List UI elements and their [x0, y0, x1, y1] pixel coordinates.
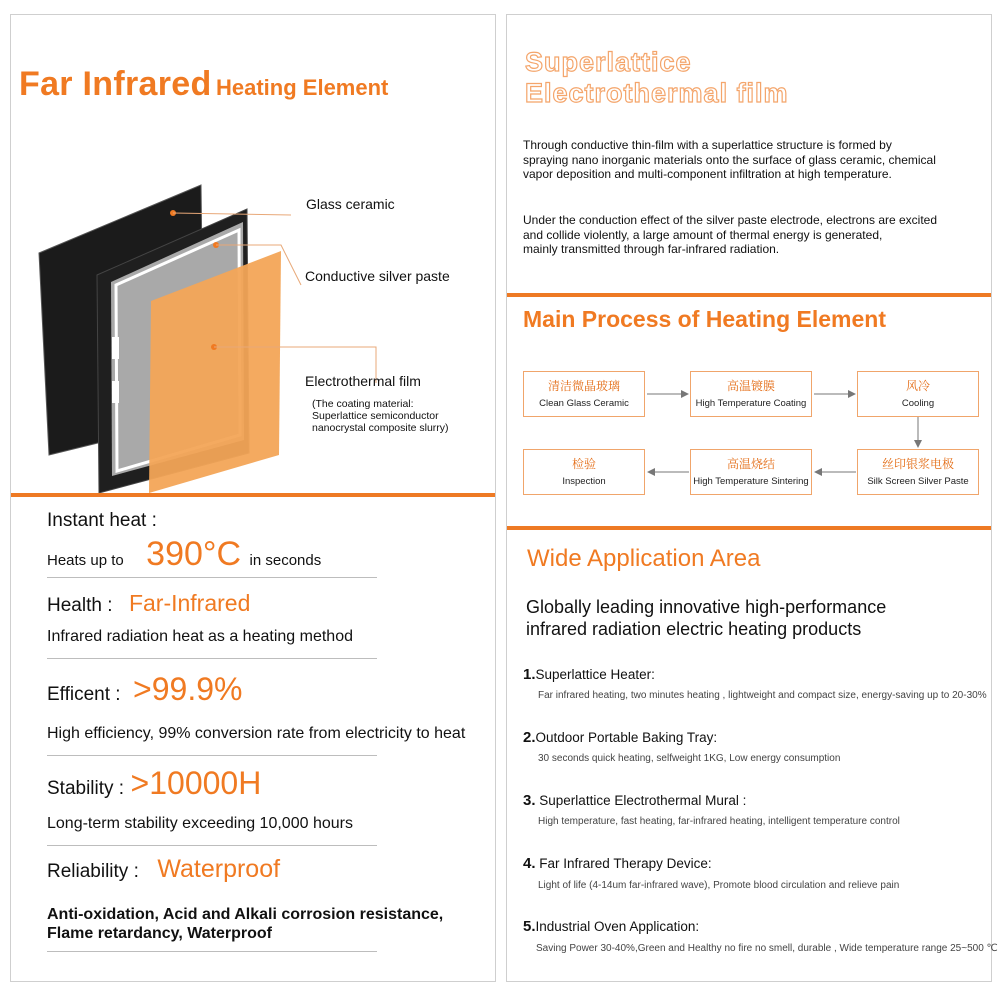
reliability-row: Reliability : Waterproof [47, 855, 281, 883]
left-panel [10, 14, 496, 982]
process-step-6: 检验 Inspection [523, 449, 645, 495]
app-item-5-text: Saving Power 30-40%,Green and Healthy no fire no smell, durable , Wide temperature range 25~500 ℃ [536, 943, 998, 954]
label-electrothermal-film: Electrothermal film [305, 373, 421, 389]
app-item-1-text: Far infrared heating, two minutes heating , lightweight and compact size, energy-saving up to 20-30% [538, 690, 987, 701]
title-far-infrared: Far Infrared [19, 65, 212, 103]
global-subtitle: Globally leading innovative high-performance infrared radiation electric heating products [526, 597, 887, 639]
coating-note: (The coating material: Superlattice semiconductor nanocrystal composite slurry) [312, 398, 449, 434]
right-divider-1 [507, 293, 991, 297]
intro-paragraph-1: Through conductive thin-film with a superlattice structure is formed by spraying nano inorganic materials onto the surface of glass ceramic, chemical vapor deposition and multi-component infiltration at high temperature. [523, 138, 936, 181]
superlattice-title: Superlattice Electrothermal film [525, 47, 789, 108]
stability-value: >10000H [130, 765, 262, 801]
wide-application-title: Wide Application Area [527, 545, 761, 572]
reliability-text: Anti-oxidation, Acid and Alkali corrosion resistance, Flame retardancy, Waterproof [47, 906, 444, 942]
process-step-5: 高温烧结 High Temperature Sintering [690, 449, 812, 495]
intro-paragraph-2: Under the conduction effect of the silver paste electrode, electrons are excited and collide violently, a large amount of thermal energy is generated, mainly transmitted through far-infrared radiation. [523, 213, 938, 256]
app-item-3-text: High temperature, fast heating, far-infrared heating, intelligent temperature control [538, 816, 900, 827]
right-divider-2 [507, 526, 991, 530]
process-step-1: 清洁微晶玻璃 Clean Glass Ceramic [523, 371, 645, 417]
efficiency-row: Efficent : >99.9% [47, 671, 243, 707]
app-item-3: 3. Superlattice Electrothermal Mural : [523, 792, 747, 809]
app-item-2: 2.Outdoor Portable Baking Tray: [523, 729, 718, 746]
app-item-2-text: 30 seconds quick heating, selfweight 1KG, Low energy consumption [538, 753, 841, 764]
instant-heat-label: Instant heat : [47, 510, 157, 531]
process-arrows [507, 355, 991, 515]
stability-row: Stability : >10000H [47, 765, 262, 801]
process-step-4: 丝印银浆电极 Silk Screen Silver Paste [857, 449, 979, 495]
label-conductive-silver-paste: Conductive silver paste [305, 268, 450, 284]
health-row: Health : Far-Infrared [47, 590, 251, 616]
health-text: Infrared radiation heat as a heating method [47, 628, 353, 645]
health-value: Far-Infrared [128, 590, 251, 616]
app-item-1: 1.Superlattice Heater: [523, 666, 655, 683]
app-item-4-text: Light of life (4-14um far-infrared wave), Promote blood circulation and relieve pain [538, 880, 900, 891]
right-panel [506, 14, 998, 982]
separator [47, 755, 377, 756]
reliability-value: Waterproof [157, 855, 281, 883]
app-item-5: 5.Industrial Oven Application: [523, 918, 700, 935]
label-glass-ceramic: Glass ceramic [306, 196, 395, 212]
efficiency-value: >99.9% [133, 671, 243, 707]
instant-heat-row: Heats up to 390°C in seconds [47, 535, 322, 573]
separator [47, 658, 377, 659]
heat-value: 390°C [146, 535, 242, 573]
title-heating-element: Heating Element [216, 75, 389, 100]
left-title [19, 65, 388, 104]
separator [47, 577, 377, 578]
separator [47, 845, 377, 846]
process-step-3: 风冷 Cooling [857, 371, 979, 417]
process-step-2: 高温镀膜 High Temperature Coating [690, 371, 812, 417]
stability-text: Long-term stability exceeding 10,000 hours [47, 815, 353, 832]
separator [47, 951, 377, 952]
process-title: Main Process of Heating Element [523, 306, 886, 332]
app-item-4: 4. Far Infrared Therapy Device: [523, 855, 712, 872]
layer-diagram [11, 155, 495, 495]
left-divider [11, 493, 495, 497]
efficiency-text: High efficiency, 99% conversion rate from electricity to heat [47, 725, 466, 742]
